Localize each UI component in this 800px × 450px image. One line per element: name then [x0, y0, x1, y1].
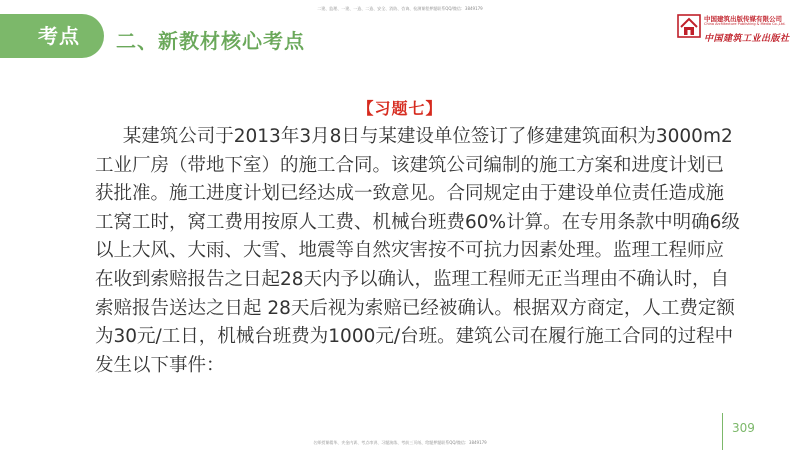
- body-line: 为30元/工日，机械台班费为1000元/台班。建筑公司在履行施工合同的过程中: [95, 326, 734, 348]
- page-number: 309: [732, 421, 755, 435]
- section-title: 二、新教材核心考点: [116, 29, 305, 53]
- body-line: 在收到索赔报告之日起28天内予以确认，监理工程师无正当理由不确认时，自: [95, 268, 730, 290]
- exercise-body: [95, 123, 749, 380]
- publisher-name-cn: 中国建筑出版传媒有限公司: [704, 15, 782, 23]
- body-line: 某建筑公司于2013年3月8日与某建设单位签订了修建建筑面积为3000m2: [122, 126, 733, 147]
- publisher-logo: [677, 12, 795, 46]
- bottom-note: 名师授课精华、夹金内训、考点串讲、习题演练、考前三页纸、给题押题联系QQ/微信：3849179: [313, 440, 487, 445]
- body-line: 获批准。施工进度计划已经达成一致意见。合同规定由于建设单位责任造成施: [95, 183, 725, 205]
- topic-badge: [0, 14, 104, 58]
- publisher-emblem-icon: [677, 14, 701, 38]
- body-line: 工窝工时，窝工费用按原人工费、机械台班费60%计算。在专用条款中明确6级: [95, 211, 740, 233]
- top-note: 二建、监理、一建、一造、二造、安全、消防、咨询、检测课程押题联系QQ/微信：3849179: [317, 6, 483, 11]
- exercise-title: 【习题七】: [357, 99, 443, 118]
- body-line: 工业厂房（带地下室）的施工合同。该建筑公司编制的施工方案和进度计划已: [95, 154, 725, 176]
- body-line: 索赔报告送达之日起 28天后视为索赔已经被确认。根据双方商定，人工费定额: [95, 297, 735, 319]
- badge-label: 考点: [38, 24, 80, 48]
- publisher-calligraphy: 中国建筑工业出版社: [704, 34, 790, 44]
- body-line: 以上大风、大雨、大雪、地震等自然灾害按不可抗力因素处理。监理工程师应: [95, 240, 725, 262]
- publisher-name-en: China Architecture Publishing & Media Co.,Ltd.: [704, 22, 786, 26]
- body-line: 发生以下事件：: [95, 354, 225, 376]
